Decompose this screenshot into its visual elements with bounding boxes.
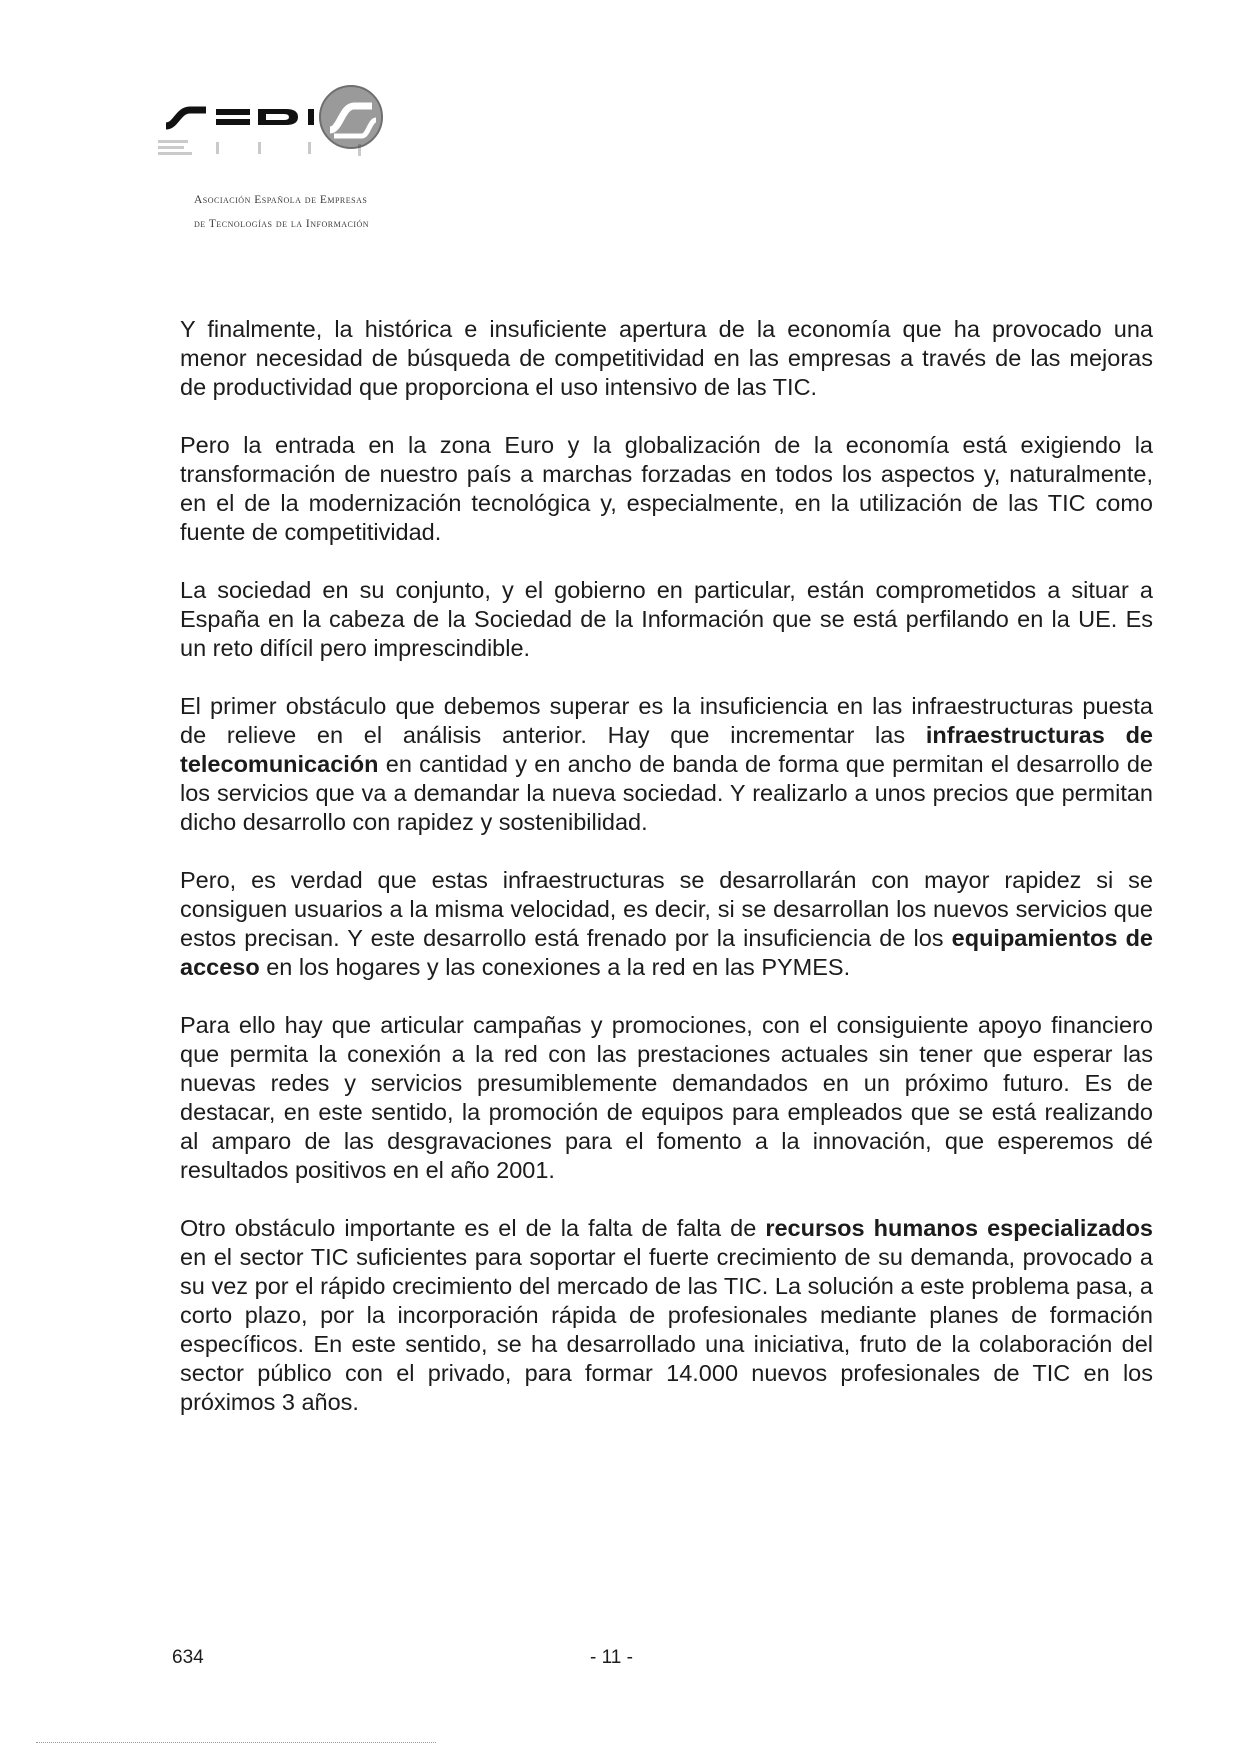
organization-name	[194, 188, 494, 236]
paragraph-7	[180, 1214, 1153, 1417]
document-number: 634	[172, 1647, 204, 1668]
footer-scan-line	[36, 1742, 436, 1743]
bold-phrase: infraestructuras de telecomunicación	[180, 722, 1153, 777]
text-run: Otro obstáculo importante es el de la falta de falta de	[180, 1215, 766, 1241]
text-run: en el sector TIC suficientes para soportar el fuerte crecimiento de su demanda, provocado a su vez por el rápido crecimiento del mercado de las TIC. La solución a este problema pasa, a corto plazo, por la incorporación rápida de profesionales mediante planes de formación específicos. En este sentido, se ha desarrollado una iniciativa, fruto de la colaboración del sector público con el privado, para formar 14.000 nuevos profesionales de TIC en los próximos 3 años.	[180, 1244, 1153, 1415]
page-number: - 11 -	[590, 1647, 633, 1668]
sedisi-logo-mark	[158, 84, 458, 164]
text-run: La sociedad en su conjunto, y el gobierno en particular, están comprometidos a situar a España en la cabeza de la Sociedad de la Información que se está perfilando en la UE. Es un reto difícil pero imprescindible.	[180, 577, 1153, 661]
text-run: Y finalmente, la histórica e insuficiente apertura de la economía que ha provocado una menor necesidad de búsqueda de competitividad en las empresas a través de las mejoras de productividad que proporciona el uso intensivo de las TIC.	[180, 316, 1153, 400]
text-run: Pero la entrada en la zona Euro y la globalización de la economía está exigiendo la transformación de nuestro país a marchas forzadas en todos los aspectos y, naturalmente, en el de la modernización tecnológica y, especialmente, en la utilización de las TIC como fuente de competitividad.	[180, 432, 1153, 545]
paragraph-2	[180, 431, 1153, 547]
paragraph-3	[180, 576, 1153, 663]
organization-name-line-1: Asociación Española de Empresas	[194, 194, 368, 206]
paragraph-4	[180, 692, 1153, 837]
text-run: en los hogares y las conexiones a la red en las PYMES.	[259, 954, 851, 980]
paragraph-5	[180, 866, 1153, 982]
document-body	[180, 315, 1153, 1446]
sedisi-logo	[158, 84, 458, 234]
bold-phrase: recursos humanos especializados	[765, 1215, 1153, 1241]
text-run: en cantidad y en ancho de banda de forma que permitan el desarrollo de los servicios que va a demandar la nueva sociedad. Y realizarlo a unos precios que permitan dicho desarrollo con rapidez y sostenibilidad.	[180, 751, 1153, 835]
bold-phrase: equipamientos de acceso	[180, 925, 1153, 980]
paragraph-6	[180, 1011, 1153, 1185]
organization-name-line-2: de Tecnologías de la Información	[194, 218, 370, 230]
text-run: El primer obstáculo que debemos superar es la insuficiencia en las infraestructuras puesta de relieve en el análisis anterior. Hay que incrementar las	[180, 693, 1153, 748]
text-run: Para ello hay que articular campañas y promociones, con el consiguiente apoyo financiero que permita la conexión a la red con las prestaciones actuales sin tener que esperar las nuevas redes y servicios presumiblemente demandados en un próximo futuro. Es de destacar, en este sentido, la promoción de equipos para empleados que se está realizando al amparo de las desgravaciones para el fomento a la innovación, que esperemos dé resultados positivos en el año 2001.	[180, 1012, 1153, 1183]
paragraph-1	[180, 315, 1153, 402]
text-run: Pero, es verdad que estas infraestructuras se desarrollarán con mayor rapidez si se consiguen usuarios a la misma velocidad, es decir, si se desarrollan los nuevos servicios que estos precisan. Y este desarrollo está frenado por la insuficiencia de los	[180, 867, 1153, 951]
